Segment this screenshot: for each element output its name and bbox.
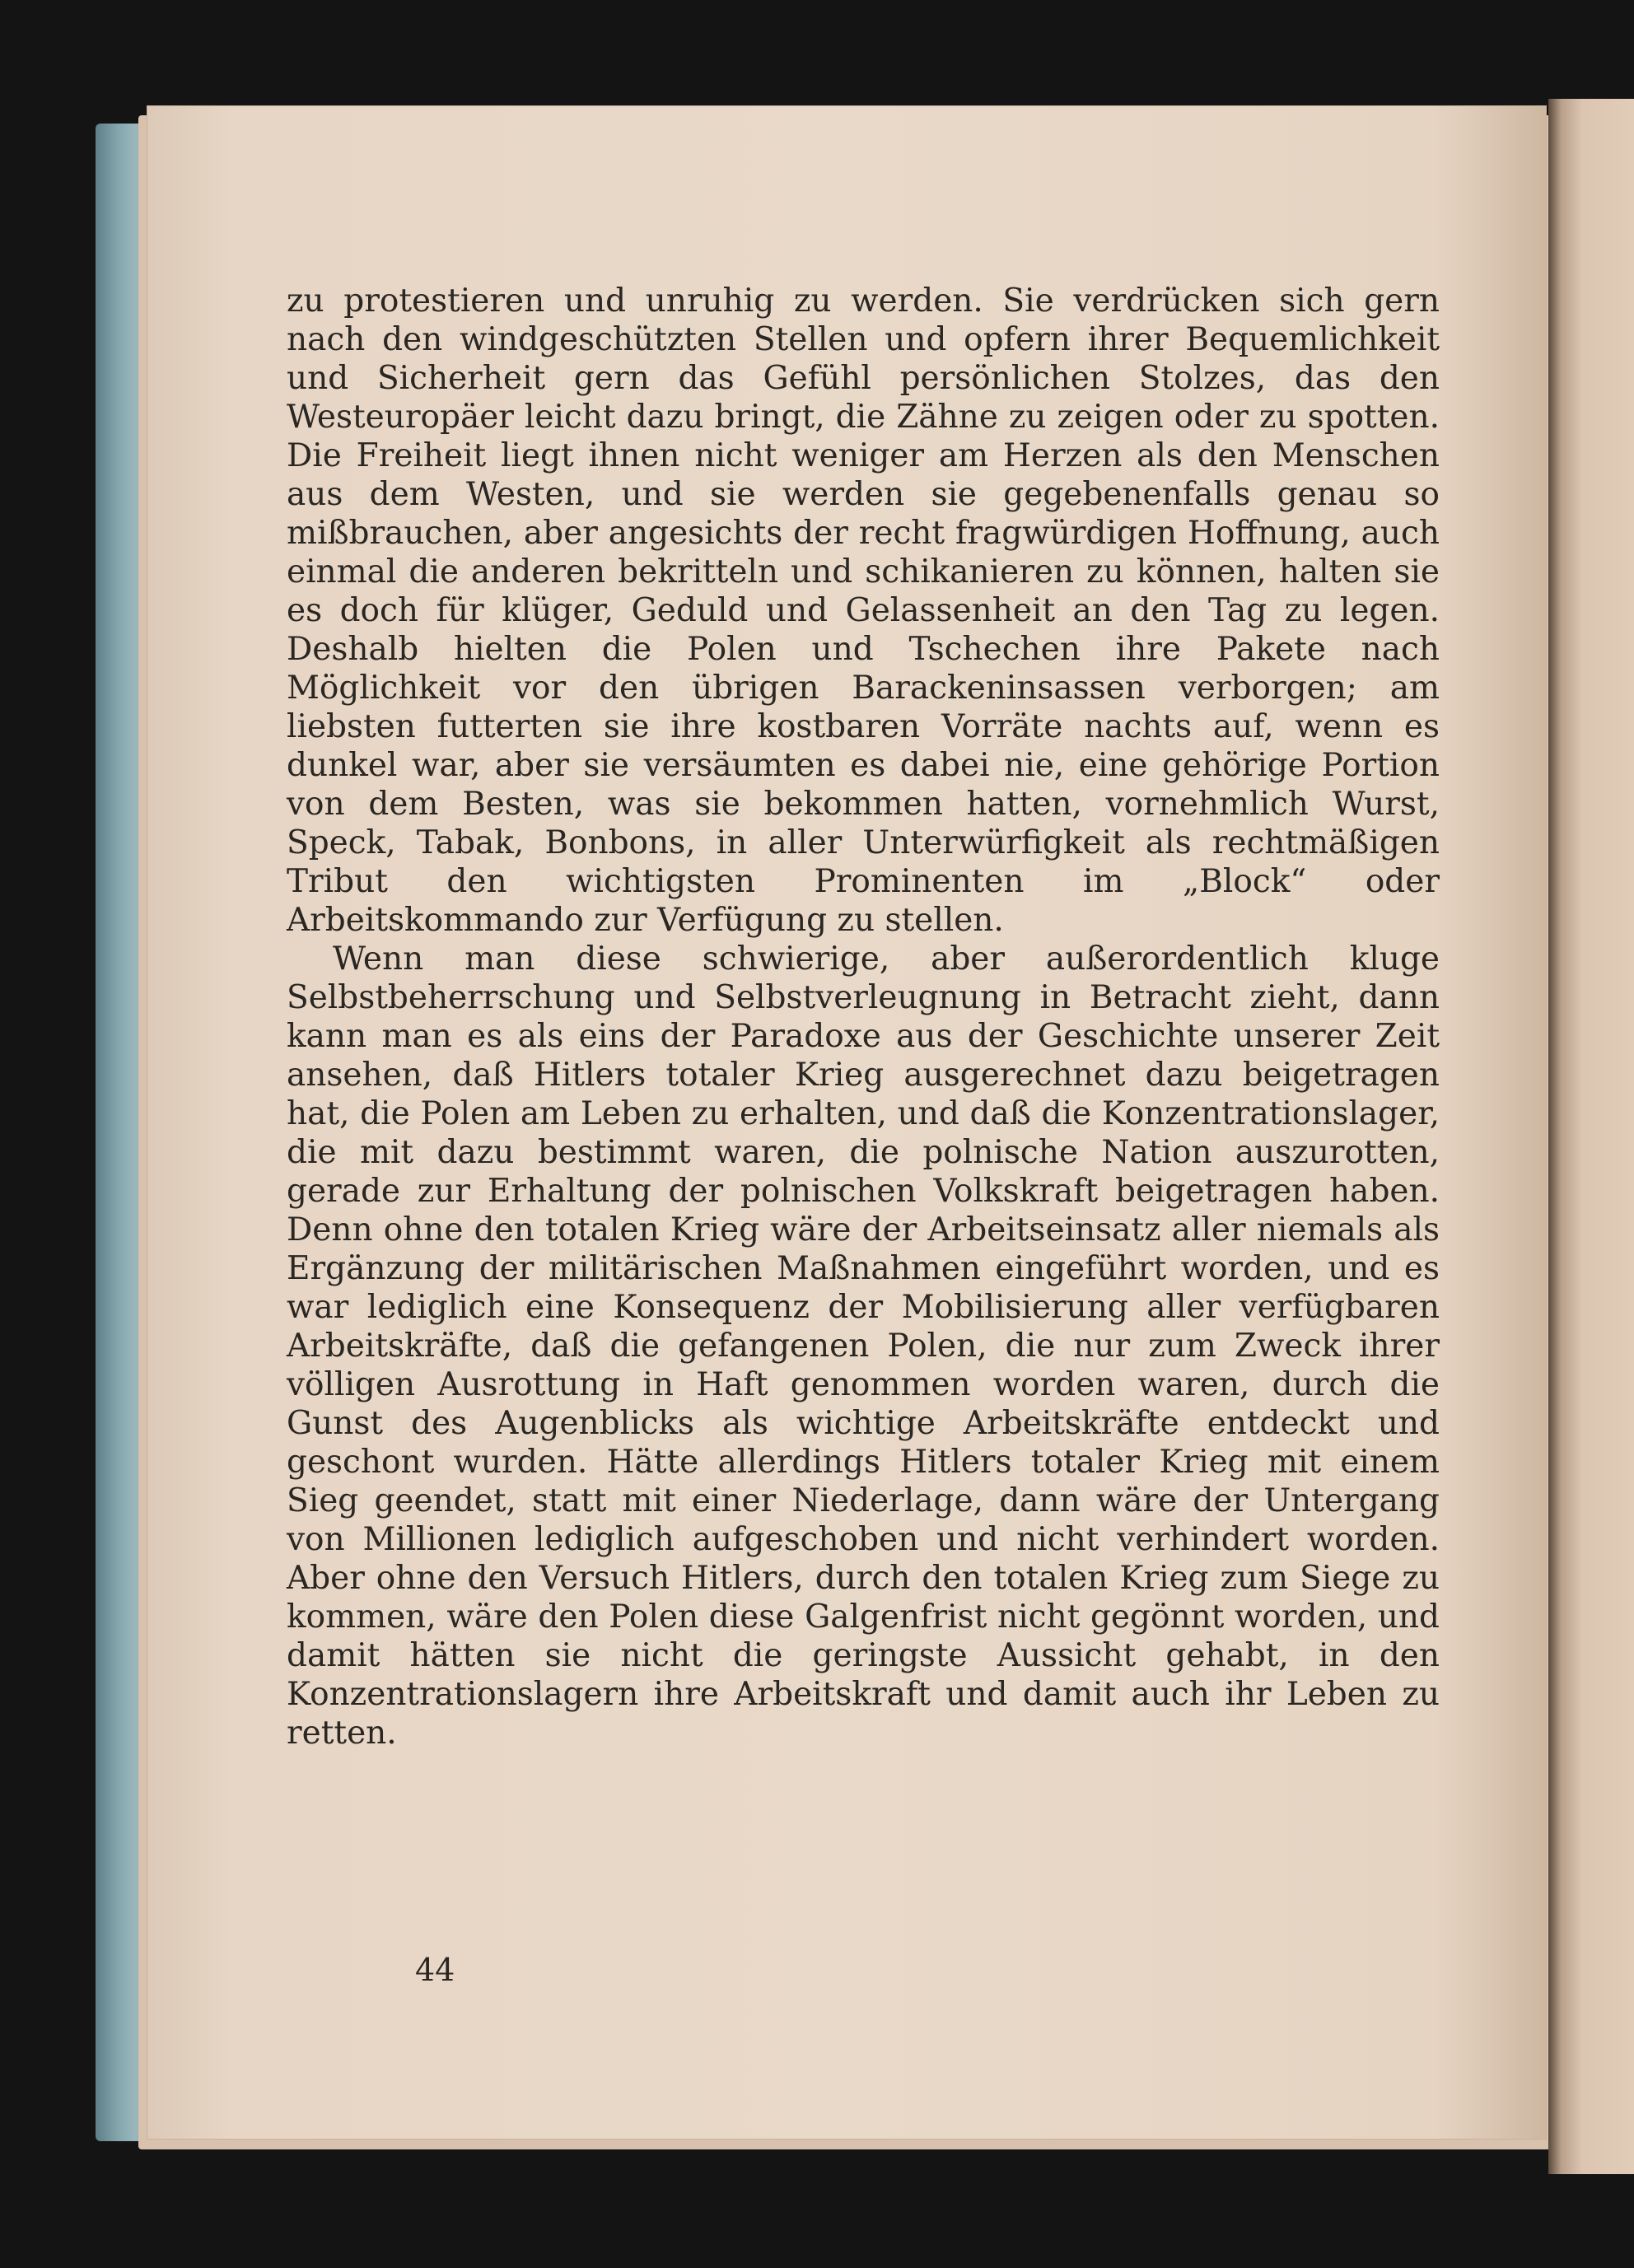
page-body-text	[287, 282, 1440, 1752]
paragraph-1: zu protestieren und unruhig zu werden. Sie verdrücken sich gern nach den windgeschützten Stellen und opfern ihrer Bequemlichkeit und Sicherheit gern das Gefühl persönlichen Stolzes, das den Westeuropäer leicht dazu bringt, die Zähne zu zeigen oder zu spotten. Die Freiheit liegt ihnen nicht weniger am Herzen als den Menschen aus dem Westen, und sie werden sie gegebenenfalls genau so mißbrauchen, aber angesichts der recht fragwürdigen Hoffnung, auch einmal die anderen bekritteln und schikanieren zu können, halten sie es doch für klüger, Geduld und Gelassenheit an den Tag zu legen. Deshalb hielten die Polen und Tschechen ihre Pakete nach Möglichkeit vor den übrigen Barackeninsassen verborgen; am liebsten futterten sie ihre kostbaren Vorräte nachts auf, wenn es dunkel war, aber sie versäumten es dabei nie, eine gehörige Portion von dem Besten, was sie bekommen hatten, vornehmlich Wurst, Speck, Tabak, Bonbons, in aller Unterwürfigkeit als rechtmäßigen Tribut den wichtigsten Prominenten im „Block“ oder Arbeitskommando zur Verfügung zu stellen.	[287, 282, 1440, 939]
paragraph-2: Wenn man diese schwierige, aber außerordentlich kluge Selbstbeherrschung und Selbstverleugnung in Betracht zieht, dann kann man es als eins der Paradoxe aus der Geschichte unserer Zeit ansehen, daß Hitlers totaler Krieg ausgerechnet dazu beigetragen hat, die Polen am Leben zu erhalten, und daß die Konzentrationslager, die mit dazu bestimmt waren, die polnische Nation auszurotten, gerade zur Erhaltung der polnischen Volkskraft beigetragen haben. Denn ohne den totalen Krieg wäre der Arbeitseinsatz aller niemals als Ergänzung der militärischen Maßnahmen eingeführt worden, und es war lediglich eine Konsequenz der Mobilisierung aller verfügbaren Arbeitskräfte, daß die gefangenen Polen, die nur zum Zweck ihrer völligen Ausrottung in Haft genommen worden waren, durch die Gunst des Augenblicks als wichtige Arbeitskräfte entdeckt und geschont wurden. Hätte allerdings Hitlers totaler Krieg mit einem Sieg geendet, statt mit einer Niederlage, dann wäre der Untergang von Millionen lediglich aufgeschoben und nicht verhindert worden. Aber ohne den Versuch Hitlers, durch den totalen Krieg zum Siege zu kommen, wäre den Polen diese Galgenfrist nicht gegönnt worden, und damit hätten sie nicht die geringste Aussicht gehabt, in den Konzentrationslagern ihre Arbeitskraft und damit auch ihr Leben zu retten.	[287, 940, 1440, 1752]
facing-page-edge	[1548, 99, 1634, 2174]
page-number: 44	[415, 1952, 455, 1988]
